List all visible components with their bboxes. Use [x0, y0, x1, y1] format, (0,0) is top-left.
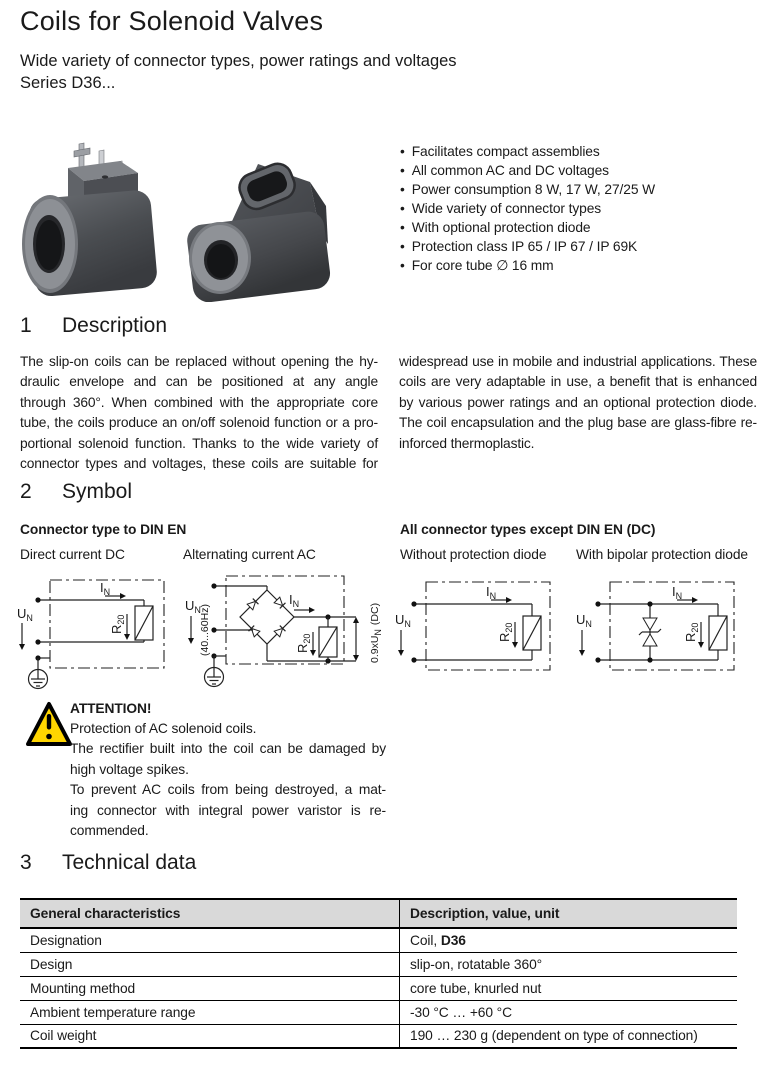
earth-ground-icon [205, 656, 224, 687]
bipolar-suppressor-diode-icon [639, 601, 661, 662]
feature-item [400, 161, 655, 180]
schematic-without-diode [392, 572, 567, 690]
attention-text-line: ing connector with integral power varistor is re- [70, 802, 386, 818]
table-row [20, 1024, 737, 1048]
r-20-label: $R_{20}$ [683, 622, 700, 642]
bullet-icon: • [400, 144, 405, 159]
feature-text: Wide variety of connector types [411, 201, 602, 216]
cell-text: 190 … 230 g (dependent on type of connection) [410, 1028, 698, 1044]
symbol-group-left-title: Connector type to DIN EN [20, 522, 187, 537]
frequency-label: (40...60Hz) [199, 604, 211, 656]
u-n-label: $U_N$ [395, 612, 411, 629]
page-subtitle [20, 50, 457, 94]
characteristic-cell: Design [20, 952, 400, 976]
technical-data-table [20, 898, 737, 1049]
symbol-group-right-title: All connector types except DIN EN (DC) [400, 522, 656, 537]
characteristic-cell: Coil weight [20, 1024, 400, 1048]
feature-text: Power consumption 8 W, 17 W, 27/25 W [411, 182, 656, 197]
text-line: connector types and voltages, these coils are suitable for [20, 456, 378, 472]
attention-text-line: The rectifier built into the coil can be damaged by [70, 741, 386, 757]
r-20-label: $R_{20}$ [295, 633, 312, 653]
section-number: 2 [20, 480, 32, 503]
feature-text: With optional protection diode [411, 220, 591, 235]
text-line: through 360°. When combined with the appropriate core [20, 394, 378, 410]
bullet-icon: • [400, 220, 405, 235]
section-number: 1 [20, 314, 32, 337]
description-column-right [399, 352, 757, 454]
coil-face [22, 195, 78, 293]
variant-label-ac: Alternating current AC [183, 547, 316, 562]
value-cell [400, 976, 738, 1000]
value-cell [400, 1000, 738, 1024]
schematic-dc-din [12, 566, 182, 698]
section-title: Description [62, 314, 168, 337]
cell-text: Coil, [410, 932, 441, 948]
table-row [20, 976, 737, 1000]
i-n-label: $I_N$ [100, 580, 111, 597]
variant-label-no-diode: Without protection diode [400, 547, 547, 562]
text-line: by various power ratings and an optional protection diode. [399, 394, 757, 410]
cell-text: slip-on, rotatable 360° [410, 956, 543, 972]
attention-block [70, 699, 386, 841]
text-line: coils are very adaptable in use, a benefit that is enhanced [399, 374, 757, 390]
schematic-ac-din [182, 566, 384, 698]
feature-item [400, 142, 655, 161]
section-heading-description [20, 314, 167, 338]
product-image-amp-connector-coil [168, 130, 346, 302]
cell-text: D36 [440, 932, 466, 948]
table-header-row [20, 899, 737, 928]
variant-label-dc: Direct current DC [20, 547, 125, 562]
r-20-label: $R_{20}$ [497, 622, 514, 642]
earth-ground-icon [29, 658, 48, 689]
feature-item [400, 218, 655, 237]
schematic-bipolar-diode [570, 572, 763, 690]
product-image-din-connector-coil [16, 132, 176, 300]
table-row [20, 952, 737, 976]
section-title: Symbol [62, 480, 133, 503]
feature-text: All common AC and DC voltages [411, 163, 609, 178]
feature-text: For core tube ∅ 16 mm [411, 258, 554, 273]
text-line: portional solenoid function. Thanks to the wide variety of [20, 435, 378, 451]
text-line: The slip-on coils can be replaced without opening the hy- [20, 354, 378, 369]
value-cell [400, 1024, 738, 1048]
u-n-label: $U_N$ [185, 598, 201, 615]
header-description-value-unit: Description, value, unit [410, 906, 560, 921]
feature-item [400, 180, 655, 199]
section-number: 3 [20, 851, 32, 874]
u-n-label: $U_N$ [576, 612, 592, 629]
i-n-label: $I_N$ [672, 584, 683, 601]
cell-text: -30 °C … +60 °C [410, 1004, 512, 1020]
i-n-label: $I_N$ [486, 584, 497, 601]
characteristic-cell: Mounting method [20, 976, 400, 1000]
u-n-label: $U_N$ [17, 606, 33, 623]
feature-item [400, 199, 655, 218]
subtitle-line-1: Wide variety of connector types, power ratings and voltages [20, 52, 457, 70]
table-row [20, 1000, 737, 1024]
text-line: The coil encapsulation and the plug base are glass-fibre re- [399, 415, 757, 431]
attention-title: ATTENTION! [70, 701, 152, 716]
bullet-icon: • [400, 182, 405, 197]
bullet-icon: • [400, 258, 405, 273]
bullet-icon: • [400, 239, 405, 254]
variant-label-bipolar-diode: With bipolar protection diode [576, 547, 748, 562]
bullet-icon: • [400, 201, 405, 216]
i-n-label: $I_N$ [289, 592, 300, 609]
text-line: tube, the coils produce an on/off solenoid function or a pro- [20, 415, 378, 431]
feature-item [400, 256, 655, 275]
characteristic-cell: Ambient temperature range [20, 1000, 400, 1024]
output-voltage-label: 0.9xUN(DC) [369, 602, 383, 663]
section-title: Technical data [62, 851, 197, 874]
characteristic-cell: Designation [20, 928, 400, 952]
page-title: Coils for Solenoid Valves [20, 6, 324, 36]
description-column-left [20, 352, 378, 474]
text-line: draulic envelope and can be positioned at any angle [20, 374, 378, 390]
value-cell [400, 952, 738, 976]
attention-text-line: To prevent AC coils from being destroyed, a mat- [70, 782, 386, 798]
attention-text-line: commended. [70, 822, 149, 838]
attention-text-line: Protection of AC solenoid coils. [70, 721, 257, 736]
feature-item [400, 237, 655, 256]
warning-triangle-icon [26, 699, 72, 749]
section-heading-technical-data [20, 851, 196, 875]
bullet-icon: • [400, 163, 405, 178]
table-row [20, 928, 737, 952]
cell-text: core tube, knurled nut [410, 980, 542, 996]
text-line: inforced thermoplastic. [399, 435, 535, 451]
header-general-characteristics: General characteristics [20, 899, 400, 928]
text-line: widespread use in mobile and industrial applications. These [399, 354, 757, 369]
bridge-rectifier [240, 590, 294, 644]
value-cell [400, 928, 738, 952]
coil-face [189, 222, 251, 294]
subtitle-line-2: Series D36... [20, 74, 116, 92]
section-heading-symbol [20, 480, 132, 504]
attention-text-line: high voltage spikes. [70, 761, 189, 777]
feature-list [400, 142, 655, 275]
feature-text: Protection class IP 65 / IP 67 / IP 69K [411, 239, 638, 254]
feature-text: Facilitates compact assemblies [411, 144, 600, 159]
r-20-label: $R_{20}$ [109, 614, 126, 634]
